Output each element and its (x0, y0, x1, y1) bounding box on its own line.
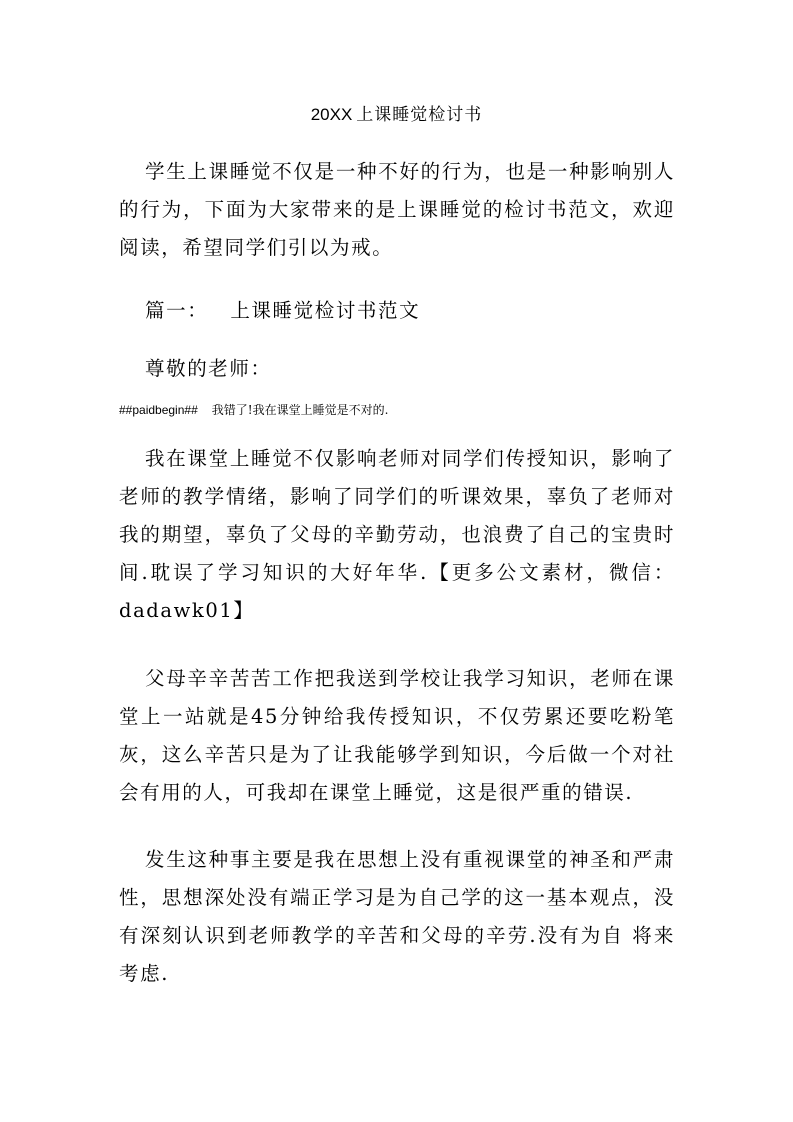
title-number: 20XX (310, 105, 353, 124)
salutation: 尊敬的老师： (145, 357, 272, 380)
paid-marker-line (119, 397, 388, 423)
document-title (0, 102, 793, 128)
section-title: 上课睡觉检讨书范文 (230, 299, 421, 322)
section-label: 篇一： (145, 299, 209, 322)
body-paragraph-2: 父母辛辛苦苦工作把我送到学校让我学习知识，老师在课堂上一站就是45分钟给我传授知识，不仅劳累还要吃粉笔灰，这么辛苦只是为了让我能够学到知识，今后做一个对社会有用的人，可我却在课堂上睡觉，这是很严重的错误. (119, 667, 675, 804)
title-text: 上课睡觉检讨书 (356, 105, 483, 125)
body-paragraph-1: 我在课堂上睡觉不仅影响老师对同学们传授知识，影响了老师的教学情绪，影响了同学们的听课效果，辜负了老师对我的期望，辜负了父母的辛勤劳动，也浪费了自己的宝贵时间.耽误了学习知识的大好年华.【更多公文素材，微信：dadawk01】 (119, 447, 675, 622)
marker-text: 我错了!我在课堂上睡觉是不对的. (211, 403, 389, 417)
body-paragraph-3: 发生这种事主要是我在思想上没有重视课堂的神圣和严肃性，思想深处没有端正学习是为自己学的这一基本观点，没有深刻认识到老师教学的辛苦和父母的辛劳.没有为自 将来考虑. (119, 848, 675, 985)
section-heading (145, 292, 420, 330)
paid-marker: ##paidbegin## (119, 403, 198, 417)
intro-paragraph: 学生上课睡觉不仅是一种不好的行为，也是一种影响别人的行为，下面为大家带来的是上课睡觉的检讨书范文，欢迎阅读，希望同学们引以为戒。 (119, 160, 675, 259)
